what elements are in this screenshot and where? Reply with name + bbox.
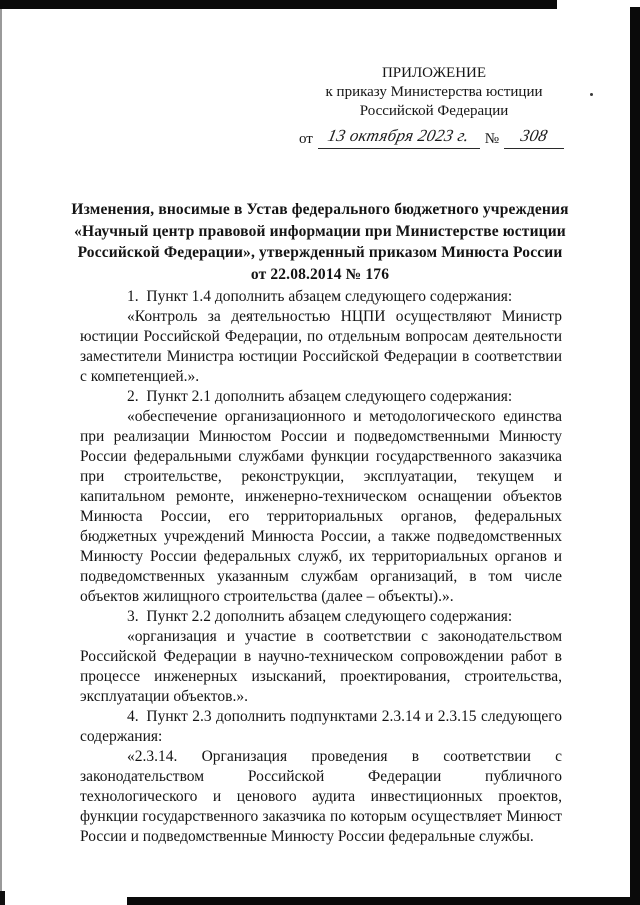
paragraph: 1. Пункт 1.4 дополнить абзацем следующего содержания: <box>127 288 513 305</box>
title-line: Российской Федерации», утвержденный приказом Минюста России <box>77 244 563 261</box>
title-line: от 22.08.2014 № 176 <box>250 265 390 283</box>
paragraph: «2.3.14. Организация проведения в соответствии с законодательством Российской Федерации публичного технологического и ценового аудита инвестиционных проектов, функции государственного заказчика по которым осуществляет Минюст России и подведомственные Минюсту России федеральные службы. <box>80 748 562 845</box>
document-body <box>80 287 562 847</box>
date-underline <box>318 128 480 149</box>
handwritten-date: 13 октября 2023 г. <box>326 126 472 145</box>
title-line: Изменения, вносимые в Устав федерального бюджетного учреждения <box>71 201 569 218</box>
approval-stamp <box>299 64 569 149</box>
scan-edge-right <box>630 7 640 905</box>
paragraph: 2. Пункт 2.1 дополнить абзацем следующего содержания: <box>127 388 513 405</box>
stamp-date-row <box>299 128 569 149</box>
paragraph: «обеспечение организационного и методологического единства при реализации Минюстом России и подведомственными Минюсту России федеральными службами функции государственного заказчика при строительстве, реконструкции, эксплуатации, текущем и капитальном ремонте, инженерно-техническом оснащении объектов Минюста России, его территориальных органов, федеральных бюджетных учреждений Минюста России, а также подведомственных Минюсту России федеральных служб, их территориальных органов и подведомственных указанным службам организаций, в том числе объектов жилищного строительства (далее – объекты).». <box>80 408 562 605</box>
paragraph: 3. Пункт 2.2 дополнить абзацем следующего содержания: <box>127 608 513 625</box>
stamp-heading: ПРИЛОЖЕНИЕ <box>381 65 487 81</box>
handwritten-number: 308 <box>518 126 550 145</box>
date-label: от <box>299 131 313 147</box>
scan-speck <box>590 93 593 96</box>
stamp-line-rf: Российской Федерации <box>359 103 509 119</box>
paragraph: «организация и участие в соответствии с законодательством Российской Федерации в научно-техническом сопровождении работ в процессе инженерных изысканий, проектирования, строительства, эксплуатации объектов.». <box>80 628 562 705</box>
paragraph: 4. Пункт 2.3 дополнить подпунктами 2.3.14 и 2.3.15 следующего содержания: <box>80 708 562 745</box>
scan-edge-left-line <box>0 2 2 891</box>
scan-edge-top <box>0 0 557 9</box>
scan-edge-bottom <box>127 897 640 905</box>
number-label: № <box>484 131 499 147</box>
title-line: «Научный центр правовой информации при Министерстве юстиции <box>74 222 566 240</box>
number-underline <box>504 128 564 149</box>
scan-edge-left-bar <box>0 891 5 905</box>
paragraph: «Контроль за деятельностью НЦПИ осуществляют Министр юстиции Российской Федерации, по отдельным вопросам деятельности заместители Министра юстиции Российской Федерации в соответствии с компетенцией.». <box>80 308 562 385</box>
stamp-line-order: к приказу Министерства юстиции <box>325 84 543 100</box>
document-title <box>64 199 576 285</box>
